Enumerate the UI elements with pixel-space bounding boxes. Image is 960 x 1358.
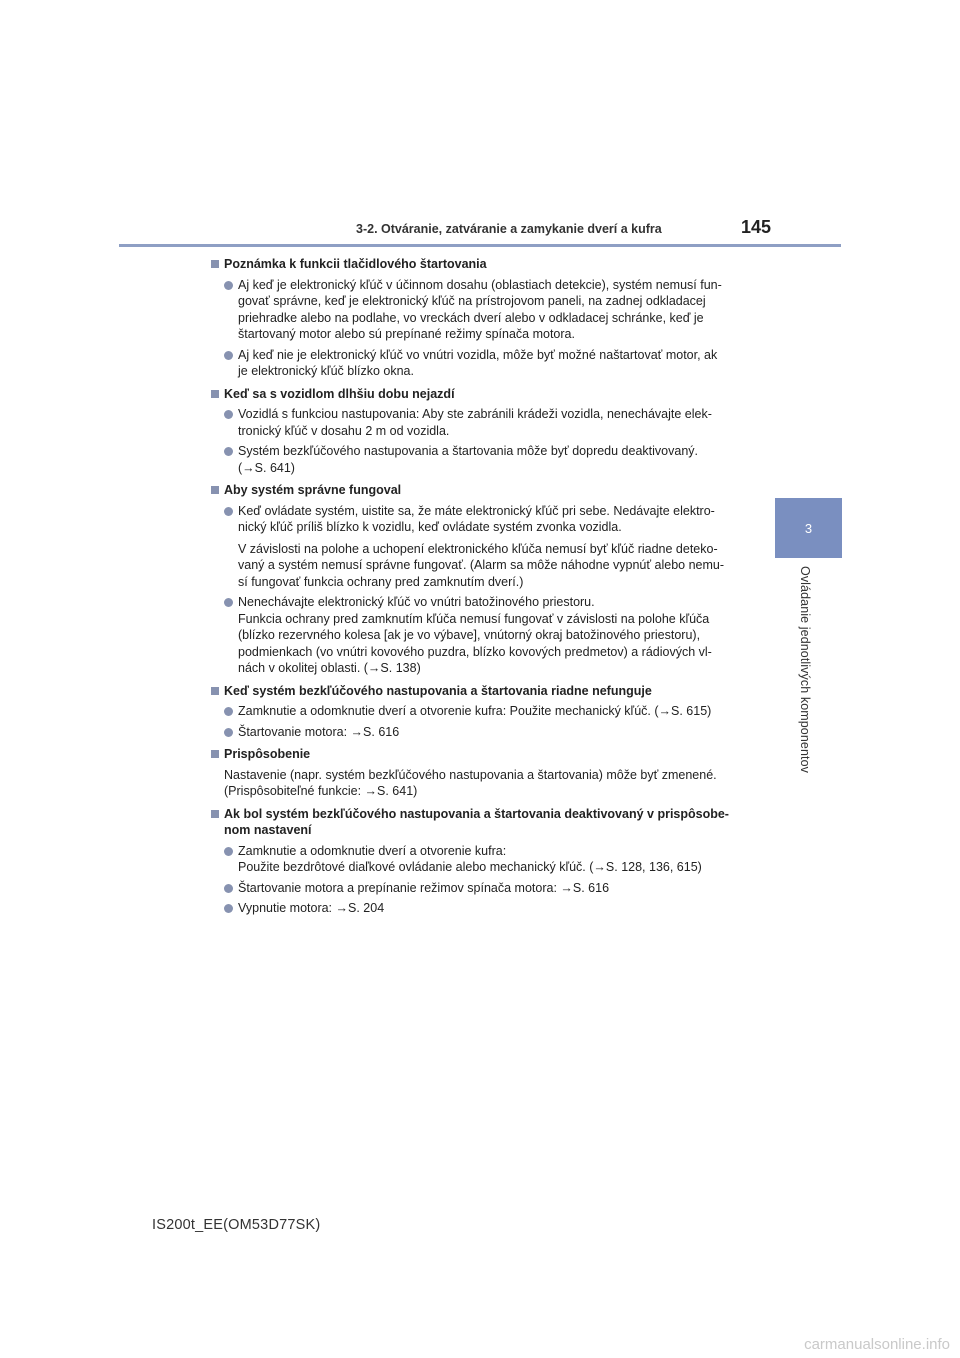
item-line: štartovaný motor alebo sú prepínané režimy spínača motora.: [238, 327, 575, 341]
section: [210, 482, 750, 677]
list-item: [210, 347, 750, 380]
item-line: Zamknutie a odomknutie dverí a otvorenie kufra:: [238, 843, 507, 858]
item-line: Aj keď je elektronický kľúč v účinnom dosahu (oblastiach detekcie), systém nemusí fun-: [238, 277, 722, 292]
item-line: Štartovanie motora a prepínanie režimov spínača motora: →S. 616: [238, 880, 610, 895]
item-line: tronický kľúč v dosahu 2 m od vozidla.: [238, 423, 450, 438]
section-heading: [210, 683, 750, 700]
item-line: Funkcia ochrany pred zamknutím kľúča nemusí fungovať v závislosti na polohe kľúča: [238, 611, 710, 626]
header-rule: [119, 244, 841, 247]
item-line: govať správne, keď je elektronický kľúč na prístrojovom paneli, na zadnej odkladacej: [238, 294, 706, 308]
section-heading: [210, 806, 750, 839]
circle-bullet-icon: [224, 707, 233, 716]
circle-bullet-icon: [224, 410, 233, 419]
section: [210, 746, 750, 800]
circle-bullet-icon: [224, 507, 233, 516]
item-line: vaný a systém nemusí správne fungovať. (Alarm sa môže náhodne vypnúť alebo nemu-: [238, 558, 725, 572]
section-heading-text: Aby systém správne fungoval: [224, 483, 402, 497]
page-content: [210, 256, 750, 921]
chapter-number: 3: [804, 520, 813, 536]
chapter-tab[interactable]: [775, 498, 842, 558]
section-heading-text: Ak bol systém bezkľúčového nastupovania a štartovania deaktivovaný v prispôsobe-: [224, 806, 729, 821]
item-line: Štartovanie motora: →S. 616: [238, 724, 400, 739]
list-item: [210, 503, 750, 591]
item-line: Systém bezkľúčového nastupovania a štartovania môže byť dopredu deaktivovaný.: [238, 444, 698, 458]
item-line: Vypnutie motora: →S. 204: [238, 901, 385, 915]
section-heading: [210, 256, 750, 273]
item-line: nický kľúč príliš blízko k vozidlu, keď ovládate systém zvonka vozidla.: [238, 520, 622, 534]
list-item: [210, 443, 750, 476]
list-item: [210, 843, 750, 876]
section-heading: [210, 746, 750, 763]
section-heading: [210, 386, 750, 403]
section: [210, 386, 750, 477]
section-heading-text: nom nastavení: [224, 823, 312, 837]
item-line: podmienkach (vo vnútri kovového puzdra, blízko kovových predmetov) a rádiových vl-: [238, 644, 712, 659]
item-line: je elektronický kľúč blízko okna.: [238, 364, 414, 378]
item-line: V závislosti na polohe a uchopení elektronického kľúča nemusí byť kľúč riadne deteko-: [238, 541, 718, 556]
watermark: carmanualsonline.info: [804, 1336, 950, 1353]
square-bullet-icon: [211, 390, 219, 398]
circle-bullet-icon: [224, 447, 233, 456]
section: [210, 683, 750, 741]
square-bullet-icon: [211, 750, 219, 758]
chapter-title: Ovládanie jednotlivých komponentov: [798, 566, 812, 773]
section: [210, 256, 750, 380]
item-line: sí fungovať funkcia ochrany pred zamknutím dverí.): [238, 574, 524, 589]
square-bullet-icon: [211, 486, 219, 494]
section-heading-text: Keď systém bezkľúčového nastupovania a štartovania riadne nefunguje: [224, 683, 652, 698]
section-heading-text: Keď sa s vozidlom dlhšiu dobu nejazdí: [224, 386, 455, 401]
list-item: [210, 406, 750, 439]
item-line: Aj keď nie je elektronický kľúč vo vnútri vozidla, môže byť možné naštartovať motor, ak: [238, 347, 718, 362]
circle-bullet-icon: [224, 904, 233, 913]
list-item: [210, 724, 750, 741]
circle-bullet-icon: [224, 728, 233, 737]
item-line: (→S. 641): [238, 460, 295, 475]
item-line: Nenechávajte elektronický kľúč vo vnútri batožinového priestoru.: [238, 595, 595, 609]
circle-bullet-icon: [224, 351, 233, 360]
item-line: Vozidlá s funkciou nastupovania: Aby ste zabránili krádeži vozidla, nenechávajte elek-: [238, 407, 712, 421]
header-section-title: 3-2. Otváranie, zatváranie a zamykanie dverí a kufra: [356, 222, 662, 236]
page-number: 145: [741, 217, 772, 237]
section-heading-text: Poznámka k funkcii tlačidlového štartovania: [224, 257, 487, 271]
square-bullet-icon: [211, 687, 219, 695]
section-paragraph: [210, 767, 750, 800]
list-item: [210, 277, 750, 343]
item-line: Keď ovládate systém, uistite sa, že máte elektronický kľúč pri sebe. Nedávajte elektro-: [238, 503, 715, 518]
list-item: [210, 594, 750, 677]
list-item: [210, 900, 750, 917]
section-heading: [210, 482, 750, 499]
circle-bullet-icon: [224, 847, 233, 856]
square-bullet-icon: [211, 810, 219, 818]
footer-model-code: IS200t_EE(OM53D77SK): [152, 1217, 321, 1233]
list-item: [210, 703, 750, 720]
circle-bullet-icon: [224, 598, 233, 607]
item-line: (blízko rezervného kolesa [ak je vo výbave], vnútorný okraj batožinového priestoru),: [238, 628, 701, 642]
paragraph-line: Nastavenie (napr. systém bezkľúčového nastupovania a štartovania) môže byť zmenené.: [224, 767, 717, 782]
item-line: Použite bezdrôtové diaľkové ovládanie alebo mechanický kľúč. (→S. 128, 136, 615): [238, 860, 702, 874]
circle-bullet-icon: [224, 884, 233, 893]
item-line: Zamknutie a odomknutie dverí a otvorenie kufra: Použite mechanický kľúč. (→S. 615): [238, 704, 712, 718]
paragraph-line: (Prispôsobiteľné funkcie: →S. 641): [224, 784, 418, 798]
circle-bullet-icon: [224, 281, 233, 290]
item-subparagraph: [238, 541, 750, 591]
section-heading-text: Prispôsobenie: [224, 747, 311, 761]
section: [210, 806, 750, 917]
list-item: [210, 880, 750, 897]
item-line: nách v okolitej oblasti. (→S. 138): [238, 661, 421, 675]
square-bullet-icon: [211, 260, 219, 268]
item-line: priehradke alebo na podlahe, vo vreckách dverí alebo v odkladacej schránke, keď je: [238, 310, 704, 325]
